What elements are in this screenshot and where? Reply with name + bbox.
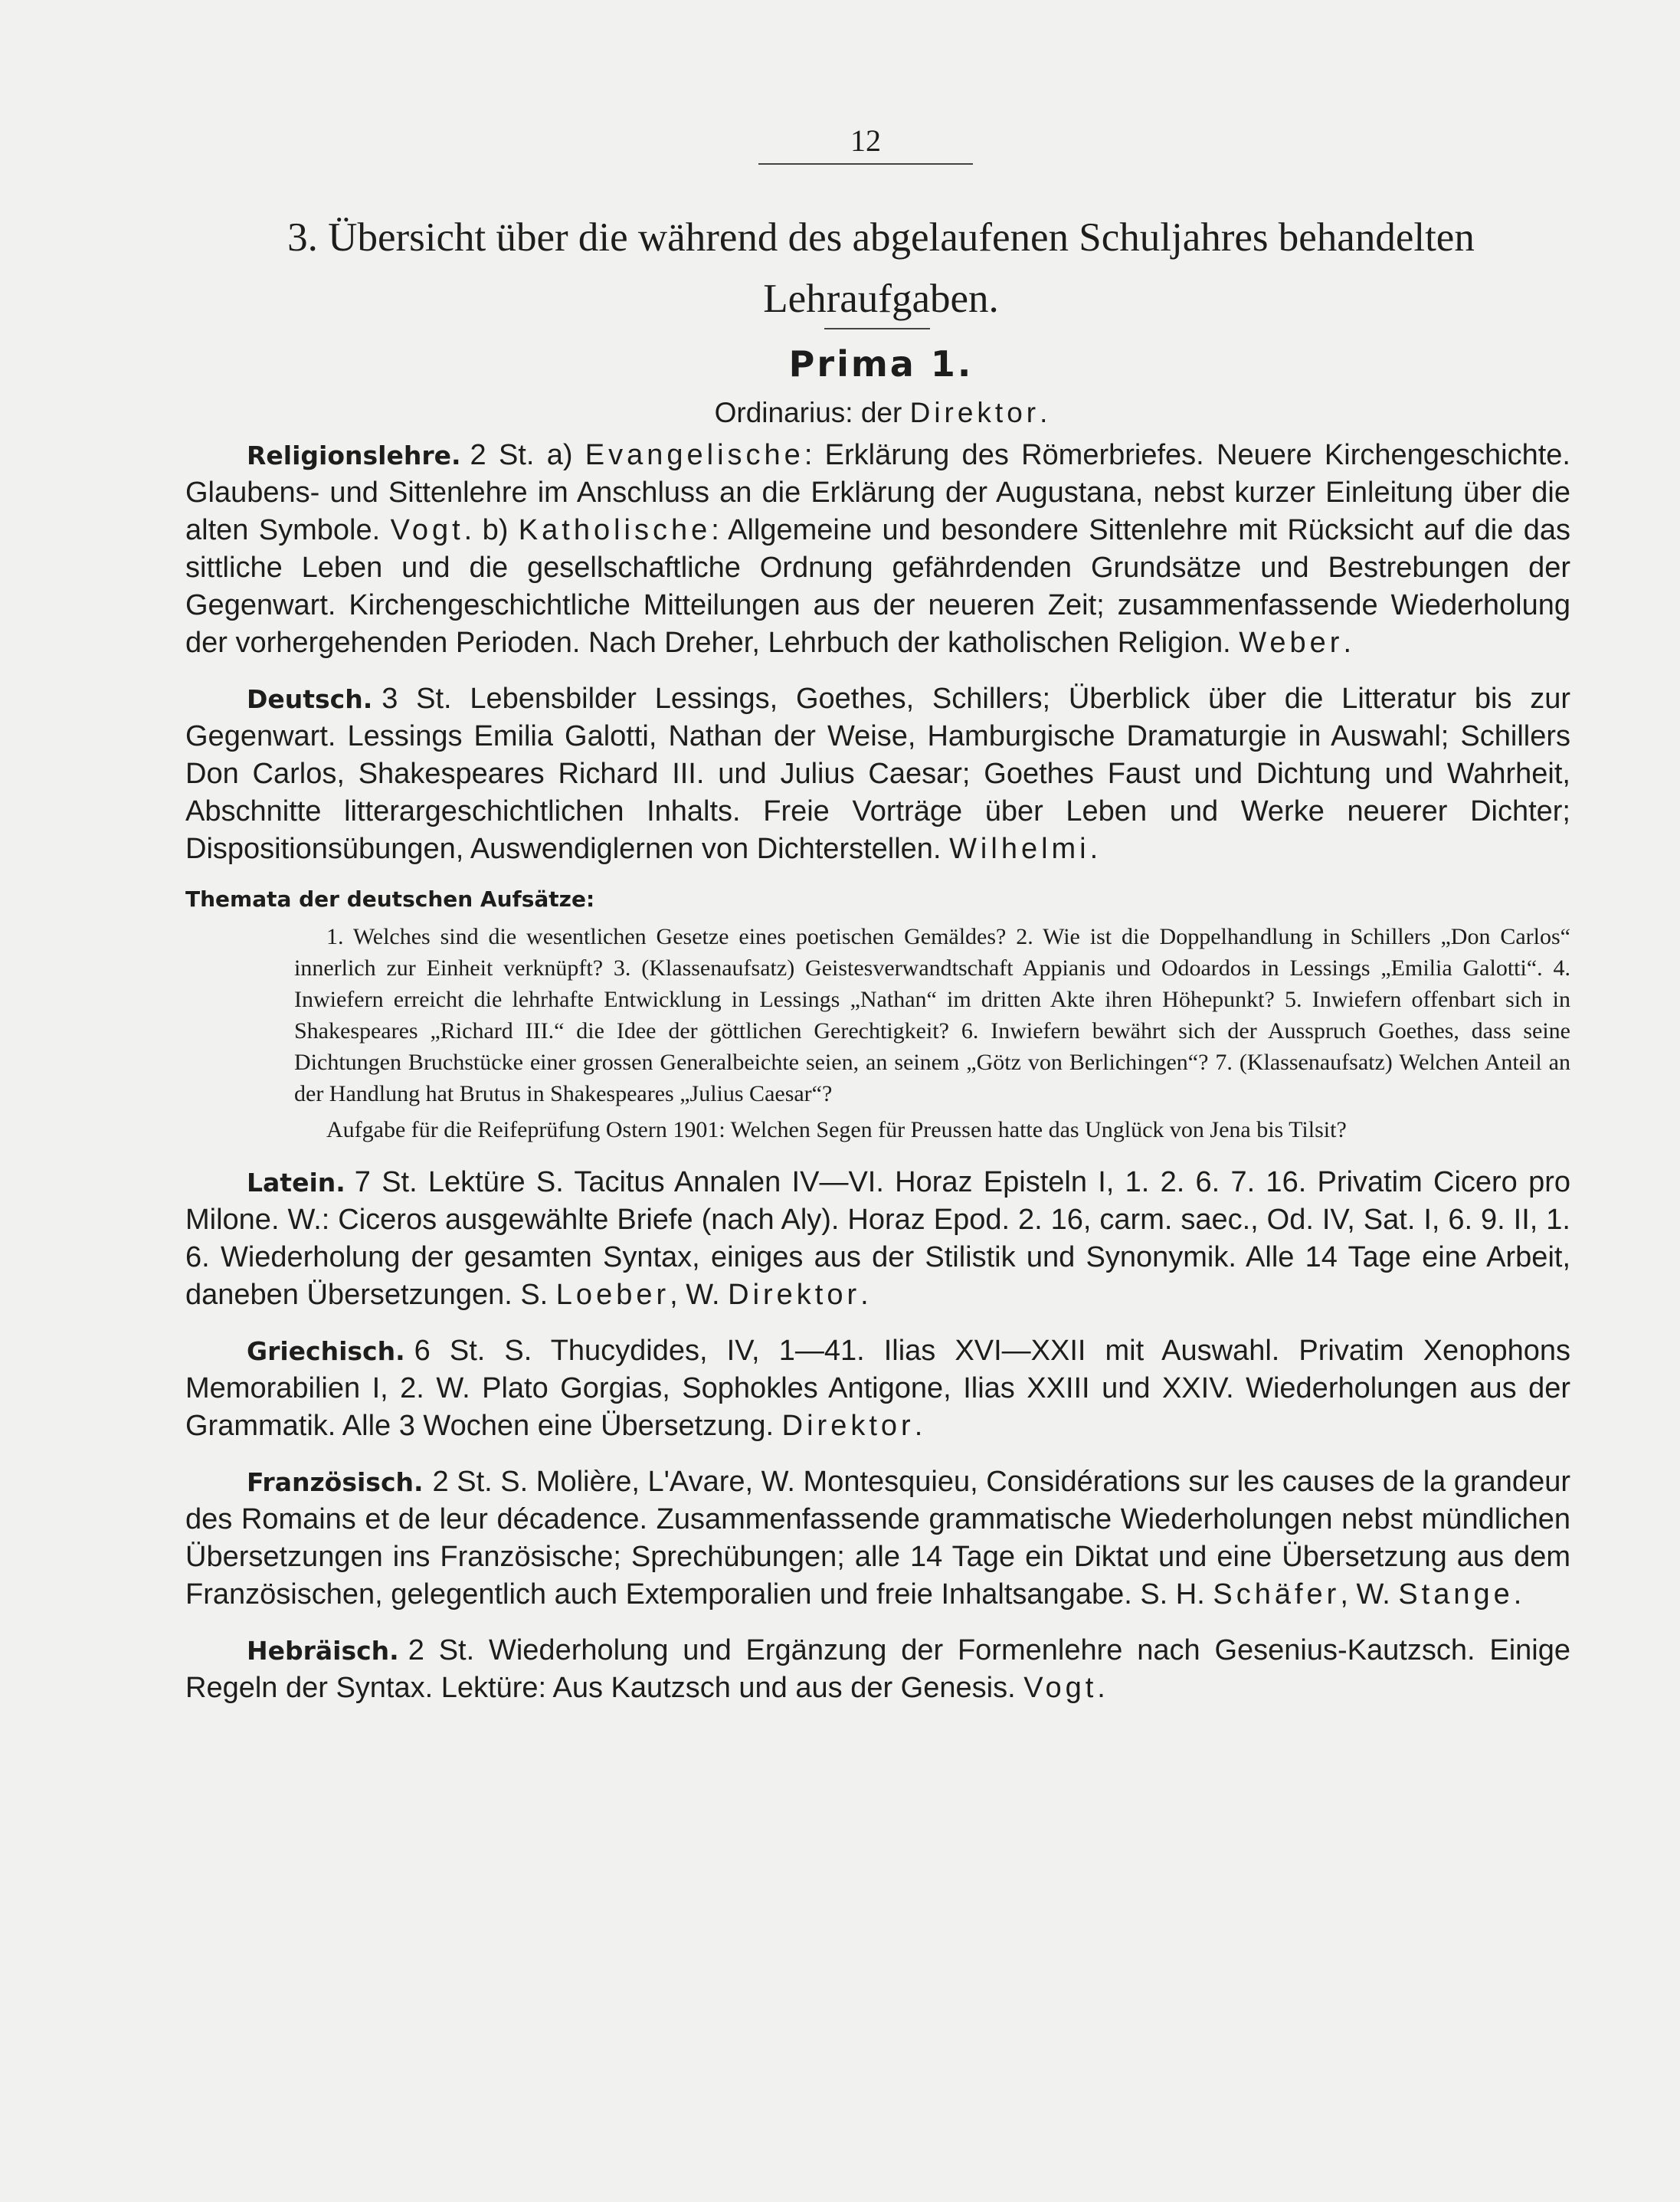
franzoesisch-text-1: 2 St. S. Molière, L'Avare, W. Montesquieu, Considérations sur les causes de la grandeur des Romains et de leur décadence. Zusammenfassende grammatische Wiederholungen nebst mündlichen Übersetzungen ins Französische; Sprechübungen; alle 14 Tage ein Diktat und eine Übersetzung aus dem Französischen, gelegentlich auch Extemporalien und freie Inhaltsangabe. S. H. bbox=[185, 1466, 1570, 1611]
ordinarius-line bbox=[184, 397, 1578, 429]
hebraeisch-subject: Hebräisch. bbox=[247, 1636, 399, 1666]
religion-teacher-vogt: Vogt bbox=[390, 514, 464, 546]
deutsch-teacher: Wilhelmi bbox=[949, 833, 1090, 865]
latein-text-1: 7 St. Lektüre S. Tacitus Annalen IV—VI. Horaz Episteln I, 1. 2. 6. 7. 16. Privatim Cicero pro Milone. W.: Ciceros ausgewählte Briefe (nach Aly). Horaz Epod. 2. 16, carm. saec., Od. IV, Sat. I, 6. 9. II, 1. 6. Wiederholung der gesamten Syntax, einiges aus der Stilistik und Synonymik. Alle 14 Tage eine Arbeit, daneben Übersetzungen. S. bbox=[185, 1166, 1570, 1311]
franzoesisch-teacher-stange: Stange bbox=[1398, 1578, 1514, 1611]
page-body bbox=[185, 437, 1570, 1725]
religion-text-4: : Allgemeine und besondere Sittenlehre mit Rücksicht auf die das sittliche Leben und die gesellschaftliche Ordnung gefährdenden Grundsätze und Bestrebungen der Gegenwart. Kirchengeschichtliche Mitteilungen aus der neueren Zeit; zusammenfassende Wiederholung der vorhergehenden Perioden. Nach Dreher, Lehrbuch der katholischen Religion. bbox=[185, 514, 1570, 659]
hebraeisch-text-2: . bbox=[1097, 1672, 1105, 1704]
class-heading: Prima 1. bbox=[788, 343, 974, 385]
franzoesisch-subject: Französisch. bbox=[247, 1467, 424, 1497]
religion-text-2: : Erklärung des Römerbriefes. Neuere Kirchengeschichte. Glaubens- und Sittenlehre im Anschluss an die Erklärung der Augustana, nebst kurzer Einleitung über die alten Symbole. bbox=[185, 439, 1570, 546]
ordinarius-name: Direktor bbox=[909, 397, 1040, 428]
reifepruefung-aufgabe: Aufgabe für die Reifeprüfung Ostern 1901: Welchen Segen für Preussen hatte das Unglück von Jena bis Tilsit? bbox=[326, 1117, 1347, 1142]
religion-evangelisch: Evangelische bbox=[585, 439, 804, 471]
latein-teacher-loeber: Loeber bbox=[555, 1279, 670, 1311]
griechisch-teacher: Direktor bbox=[781, 1410, 915, 1442]
franzoesisch-paragraph bbox=[185, 1463, 1570, 1614]
religion-katholisch: Katholische bbox=[518, 514, 712, 546]
religion-text-5: . bbox=[1343, 627, 1352, 659]
latein-text-3: . bbox=[860, 1279, 869, 1311]
latein-text-2: , W. bbox=[670, 1279, 729, 1311]
franzoesisch-text-3: . bbox=[1513, 1578, 1522, 1611]
hebraeisch-paragraph bbox=[185, 1632, 1570, 1707]
latein-subject: Latein. bbox=[247, 1168, 345, 1198]
section-title: 3. Übersicht über die während des abgelaufenen Schuljahres behandelten Lehraufgaben. bbox=[287, 215, 1475, 321]
ordinarius-label: Ordinarius: der bbox=[714, 397, 902, 428]
hebraeisch-text-1: 2 St. Wiederholung und Ergänzung der Formenlehre nach Gesenius-Kautzsch. Einige Regeln der Syntax. Lektüre: Aus Kautzsch und aus der Genesis. bbox=[185, 1634, 1570, 1704]
latein-teacher-direktor: Direktor bbox=[728, 1279, 861, 1311]
title-divider bbox=[824, 328, 930, 329]
deutsch-paragraph bbox=[185, 680, 1570, 868]
religion-text-1: 2 St. a) bbox=[470, 439, 585, 471]
religion-paragraph bbox=[185, 437, 1570, 662]
griechisch-text-1: 6 St. S. Thucydides, IV, 1—41. Ilias XVI—XXII mit Auswahl. Privatim Xenophons Memorabilien I, 2. W. Plato Gorgias, Sophokles Antigone, Ilias XXIII und XXIV. Wiederholungen aus der Grammatik. Alle 3 Wochen eine Übersetzung. bbox=[185, 1335, 1570, 1442]
themata-list: 1. Welches sind die wesentlichen Gesetze eines poetischen Gemäldes? 2. Wie ist die Doppelhandlung in Schillers „Don Carlos“ innerlich zur Einheit verknüpft? 3. (Klassenaufsatz) Geistesverwandtschaft Appianis und Odoardos in Lessings „Emilia Galotti“. 4. Inwiefern erreicht die lehrhafte Entwicklung in Lessings „Nathan“ im dritten Akte ihren Höhepunkt? 5. Inwiefern offenbart sich in Shakespeares „Richard III.“ die Idee der göttlichen Gerechtigkeit? 6. Inwiefern bewährt sich der Ausspruch Goethes, dass seine Dichtungen Bruchstücke einer grossen Generalbeichte seien, an seinem „Götz von Berlichingen“? 7. (Klassenaufsatz) Welchen Anteil an der Handlung hat Brutus in Shakespeares „Julius Caesar“? bbox=[294, 924, 1570, 1106]
franzoesisch-teacher-schaefer: Schäfer bbox=[1213, 1578, 1341, 1611]
ordinarius-end: . bbox=[1040, 397, 1048, 428]
themata-heading: Themata der deutschen Aufsätze: bbox=[185, 886, 595, 912]
religion-text-3: . b) bbox=[463, 514, 519, 546]
franzoesisch-text-2: , W. bbox=[1340, 1578, 1399, 1611]
griechisch-subject: Griechisch. bbox=[247, 1336, 405, 1366]
griechisch-paragraph bbox=[185, 1332, 1570, 1445]
latein-paragraph bbox=[185, 1164, 1570, 1314]
deutsch-subject: Deutsch. bbox=[247, 684, 373, 714]
religion-subject: Religionslehre. bbox=[247, 441, 461, 470]
deutsch-text-1: 3 St. Lebensbilder Lessings, Goethes, Schillers; Überblick über die Litteratur bis zur Gegenwart. Lessings Emilia Galotti, Nathan der Weise, Hamburgische Dramaturgie in Auswahl; Schillers Don Carlos, Shakespeares Richard III. und Julius Caesar; Goethes Faust und Dichtung und Wahrheit, Abschnitte litterargeschichtlichen Inhalts. Freie Vorträge über Leben und Werke neuerer Dichter; Dispositionsübungen, Auswendiglernen von Dichterstellen. bbox=[185, 683, 1570, 865]
page-number: 12 bbox=[758, 123, 973, 165]
hebraeisch-teacher: Vogt bbox=[1023, 1672, 1098, 1704]
griechisch-text-2: . bbox=[914, 1410, 923, 1442]
deutsch-text-2: . bbox=[1089, 833, 1099, 865]
religion-teacher-weber: Weber bbox=[1239, 627, 1344, 659]
